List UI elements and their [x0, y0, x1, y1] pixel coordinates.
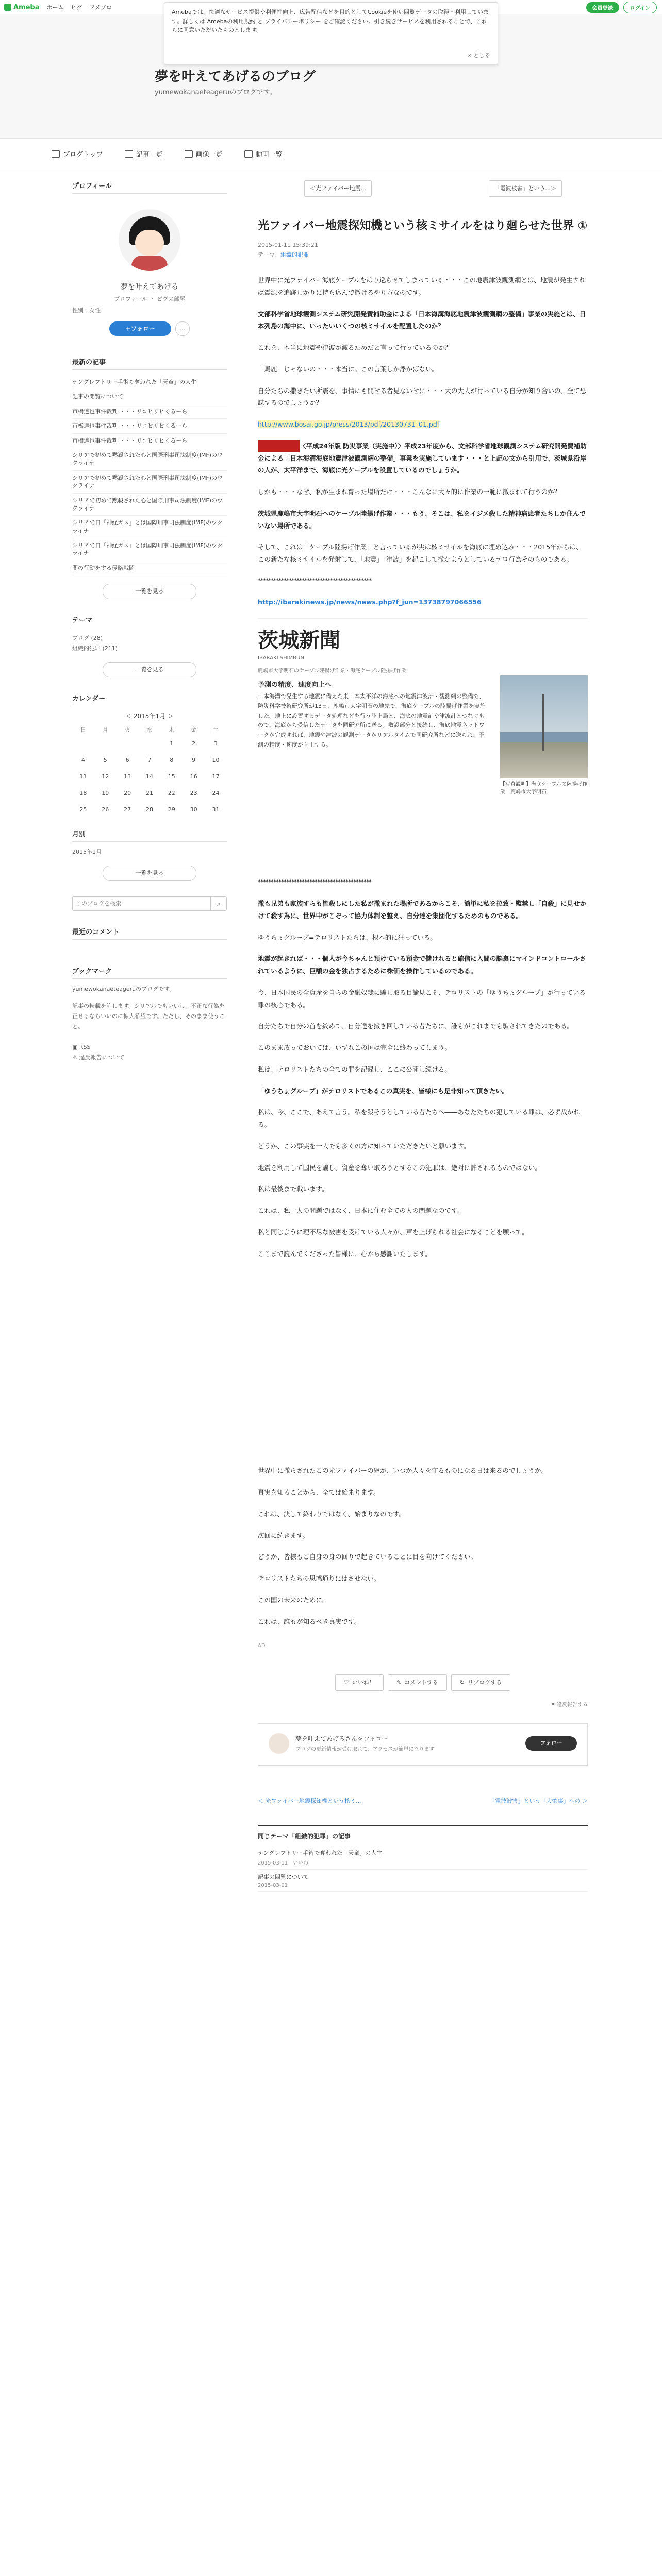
cal-day: 30 — [190, 806, 197, 814]
bookmark-text: yumewokanaeteageruのブログです。 — [72, 985, 175, 992]
follow-button[interactable]: +フォロー — [109, 321, 171, 336]
theme-link[interactable]: 組織的犯罪 — [280, 251, 309, 258]
article-paragraph: このまま放っておいては、いずれこの国は完全に終わってしまう。 — [258, 1044, 451, 1052]
newspaper-sub: IBARAKI SHIMBUN — [258, 655, 304, 662]
blog-search — [72, 896, 227, 911]
weekday: 月 — [102, 726, 108, 733]
article-paragraph: そして、これは「ケーブル陸揚げ作業」と言っているが実は核ミサイルを海底に埋め込み・・・2015年からは、この新たな核ミサイルを発射して、「地震」「津波」を起こして撒かようとしているテロ行為そのものである。 — [258, 543, 583, 563]
same-theme-date: 2015-03-01 — [258, 1883, 288, 1889]
archive-item[interactable]: 2015年1月 — [72, 848, 102, 855]
like-button[interactable] — [335, 1674, 384, 1691]
profile-heading: プロフィール — [72, 180, 227, 194]
newspaper-logo: 茨城新聞 — [258, 628, 340, 653]
article-paragraph: これは、私一人の問題ではなく、日本に住む全ての人の問題なのです。 — [258, 1207, 464, 1215]
follow-card-button[interactable]: フォロー — [525, 1736, 577, 1751]
cal-day: 23 — [190, 790, 197, 797]
news-photo-caption: 【写真説明】海底ケーブルの陸揚げ作業＝鹿嶋市大字明石 — [500, 782, 588, 795]
report-article-label: 違反報告する — [557, 1702, 588, 1708]
cal-day: 20 — [124, 790, 131, 797]
article-paragraph: 茨城県鹿嶋市大字明石へのケーブル陸揚げ作業・・・もう、そこは、私をイジメ殺した精神病患者たちしか住んでいない場所である。 — [258, 509, 586, 530]
prev-article-button[interactable]: ＜光ファイバー地震... — [304, 180, 372, 197]
theme-more-button[interactable]: 一覧を見る — [103, 662, 196, 677]
separator: ******************************************** — [258, 878, 371, 886]
cal-day: 4 — [81, 757, 85, 764]
article-paragraph: テロリストたちの思惑通りにはさせない。 — [258, 1574, 380, 1583]
recent-item[interactable]: 市橋達也事件裁判 ・・・リコピリピくるーら — [72, 404, 227, 419]
article-link — [258, 418, 588, 431]
article-title[interactable]: 光ファイバー地震探知機という核ミサイルをはり廻らせた世界 ① — [258, 219, 588, 232]
news-link[interactable]: http://ibarakinews.jp/news/news.php?f_jun=13738797066556 — [258, 598, 482, 606]
profile-name[interactable]: 夢を叶えてあげる — [121, 283, 178, 291]
weekday: 木 — [169, 726, 175, 733]
cal-day: 8 — [170, 757, 174, 764]
cal-day: 10 — [212, 757, 220, 764]
theme-item[interactable]: 組織的犯罪 (211) — [72, 645, 118, 652]
top-nav-ameblo[interactable]: アメブロ — [89, 4, 112, 11]
article-pager-top — [304, 180, 562, 197]
like-label: いいね！ — [352, 1679, 375, 1686]
same-theme-meta — [258, 1858, 588, 1866]
profile-links[interactable]: プロフィール ・ ピグの部屋 — [114, 296, 185, 302]
blog-nav — [0, 138, 662, 172]
weekday: 火 — [124, 726, 130, 733]
article-paragraph: 私は最後まで戦います。 — [258, 1185, 328, 1193]
cal-day — [139, 736, 161, 752]
article-paragraph: 地震が起きれば・・・個人が今ちゃんと預けている預金で儲けれると確信に入間の脳裏にマインドコントロールされているように、巨額の金を独占するために株価を操作しているのである。 — [258, 955, 586, 975]
article — [258, 180, 588, 1892]
same-theme-date: 2015-03-11 — [258, 1860, 288, 1867]
article-paragraph: 私と同じように理不尽な被害を受けている人々が、声を上げられる社会になることを願って。 — [258, 1228, 528, 1236]
cal-day: 12 — [102, 773, 109, 781]
cal-day: 18 — [79, 790, 87, 797]
article-paragraph: これは、誰もが知るべき真実です。 — [258, 1617, 361, 1625]
cal-day: 5 — [103, 757, 107, 764]
article-paragraph: 自分たちで自分の首を絞めて、自分達を撒き回している者たちに、誰もがこれまでも騙されてきたのである。 — [258, 1022, 574, 1030]
flag-icon: ⚑ — [550, 1702, 557, 1708]
recent-item[interactable]: 闇の行動をする侵略戦闘 — [72, 561, 227, 575]
cal-day: 27 — [124, 806, 131, 814]
article-paragraph: この国の未来のために。 — [258, 1596, 329, 1604]
cal-day: 29 — [168, 806, 175, 814]
next-article-button[interactable]: 「電波被害」という...＞ — [489, 180, 562, 197]
article-paragraph: ゆうちょグループ=テロリストたちは、根本的に狂っている。 — [258, 933, 437, 941]
warning-icon: ⚠ — [72, 1054, 79, 1061]
rss-link[interactable] — [72, 1042, 227, 1053]
sidebar — [72, 180, 227, 1062]
theme-item[interactable]: ブログ (28) — [72, 635, 103, 642]
nav-label: 動画一覧 — [255, 151, 283, 159]
cookie-banner — [164, 2, 498, 65]
blog-title[interactable]: 夢を叶えてあげるのブログ — [155, 69, 316, 84]
weekday: 水 — [146, 726, 153, 733]
follow-row — [72, 321, 227, 336]
cookie-banner-close[interactable]: × とじる — [467, 52, 490, 59]
recent-item[interactable]: シリアで日「神経ガス」とは国際刑事司法制度(IMF)のウクライナ — [72, 538, 227, 561]
next-article-link[interactable]: 「電波被害」という「大惨事」への ＞ — [489, 1798, 588, 1805]
article-paragraph: どうか、この事実を一人でも多くの方に知っていただきたいと願います。 — [258, 1142, 470, 1150]
article-link — [258, 596, 588, 608]
article-paragraph: 「馬鹿」じゃないの・・・本当に。この言葉しか浮かばない。 — [258, 365, 439, 373]
cal-day: 14 — [145, 773, 153, 781]
blog-subtitle: yumewokanaeteageruのブログです。 — [155, 89, 276, 96]
cal-day: 2 — [192, 740, 196, 748]
cal-day: 25 — [79, 806, 87, 814]
news-photo — [500, 675, 588, 778]
follow-card-title: 夢を叶えてあげるさんをフォロー — [295, 1735, 388, 1743]
recent-item[interactable]: 記事の閲覧について — [72, 389, 227, 404]
calendar — [72, 711, 227, 818]
reblog-button[interactable] — [451, 1674, 510, 1691]
article-paragraph: ここまで読んでくださった皆様に、心から感謝いたします。 — [258, 1249, 432, 1258]
theme-label: テーマ： — [258, 251, 280, 258]
home-icon — [52, 150, 60, 158]
nav-video-list[interactable] — [244, 149, 283, 159]
recent-item[interactable]: テングレフトリー手術で奪われた「天童」の人生 — [72, 375, 227, 389]
archive-more-button[interactable]: 一覧を見る — [103, 866, 196, 881]
external-link[interactable]: http://www.bosai.go.jp/press/2013/pdf/20130731_01.pdf — [258, 420, 440, 428]
comments-heading: 最近のコメント — [72, 926, 227, 940]
login-button[interactable]: ログイン — [623, 2, 657, 13]
article-theme — [258, 250, 588, 259]
news-headline: 予測の精度、速度向上へ — [258, 681, 332, 689]
image-icon — [185, 150, 193, 158]
article-paragraph: これを、本当に地震や津波が減るためだと言って行っているのか？ — [258, 344, 452, 351]
cal-day: 15 — [168, 773, 175, 781]
calendar-month — [72, 711, 227, 720]
news-clipping — [258, 618, 588, 861]
calendar-table — [72, 723, 227, 818]
register-button[interactable]: 会員登録 — [586, 2, 619, 13]
cal-day: 17 — [212, 773, 220, 781]
article-paragraph: 「ゆうちょグループ」がテロリストであるこの真実を、皆様にも是非知って頂きたい。 — [258, 1087, 509, 1095]
weekday: 日 — [80, 726, 86, 733]
comment-icon: ✎ — [396, 1679, 402, 1686]
comment-label: コメントする — [404, 1679, 438, 1686]
nav-entry-list[interactable] — [125, 149, 163, 159]
follow-card-avatar — [269, 1733, 289, 1754]
cal-day: 19 — [102, 790, 109, 797]
article-paragraph: 世界中に撒らされたこの光ファイバーの網が、いつか人々を守るものになる日は来るのでしょうか。 — [258, 1467, 548, 1475]
report-link[interactable] — [72, 1053, 227, 1063]
separator: ******************************************** — [258, 577, 371, 584]
cal-day — [117, 736, 139, 752]
recent-item[interactable]: 市橋達也事件裁判 ・・・リコピリピくるーら — [72, 419, 227, 433]
cal-day: 7 — [147, 757, 152, 764]
cookie-banner-text: Amebaでは、快適なサービス提供や利便性向上、広告配信などを目的としてCookieを使い閲覧データの取得・利用しています。詳しくは Amebaの利用規約 と プライバシーポリシー をご確認ください。引き続きサービスを利用されることで、これらに同意いただいたものとします。 — [172, 9, 489, 34]
next-month-arrow[interactable]: ＞ — [166, 712, 174, 720]
article-paragraph: 地震を利用して国民を騙し、資産を奪い取ろうとするこの犯罪は、絶対に許されるものではない。 — [258, 1163, 542, 1172]
theme-list — [72, 633, 227, 654]
heart-icon: ♡ — [344, 1679, 349, 1686]
reblog-label: リブログする — [467, 1679, 502, 1686]
rss-icon: ▣ — [72, 1043, 79, 1050]
weekday: 土 — [213, 726, 219, 733]
recent-item[interactable]: シリアで日「神経ガス」とは国際刑事司法制度(IMF)のウクライナ — [72, 516, 227, 538]
recent-item[interactable]: シリアで初めて黙殺された心と国際刑事司法制度(IMF)のウクライナ — [72, 471, 227, 494]
top-nav — [47, 3, 112, 11]
same-theme-box — [258, 1825, 588, 1892]
logo-text: Ameba — [13, 3, 40, 11]
report-article-link[interactable] — [258, 1700, 588, 1708]
same-theme-heading: 同じテーマ「組織的犯罪」の記事 — [258, 1833, 351, 1840]
profile-card — [72, 209, 227, 336]
archive-heading: 月別 — [72, 828, 227, 842]
article-paragraph: 私は、テロリストたちの全ての罪を記録し、ここに公開し続ける。 — [258, 1065, 451, 1073]
nav-label: 画像一覧 — [195, 151, 223, 159]
article-paragraph: 次回に続きます。 — [258, 1531, 309, 1539]
ameba-logo-icon — [4, 4, 11, 11]
rss-label: RSS — [79, 1043, 91, 1050]
calendar-month-label: 2015年1月 — [133, 712, 166, 720]
cal-day: 6 — [125, 757, 129, 764]
article-paragraph: 文部科学省地球観測システム研究開発費補助金による「日本海溝海底地震津波観測網の整備」事業の実施とは、日本列島の海中に、いったいいくつの核ミサイルを配置したのか？ — [258, 310, 586, 330]
ad-label: AD — [258, 1643, 266, 1649]
search-icon[interactable]: ⌕ — [210, 897, 226, 910]
reblog-icon: ↻ — [459, 1679, 465, 1686]
list-icon — [125, 150, 133, 158]
news-meta: 鹿嶋市大字明石のケーブル陸揚げ作業・海底ケーブル陸揚げ作業 — [258, 668, 407, 674]
cal-day: 24 — [212, 790, 220, 797]
search-input[interactable] — [73, 897, 210, 910]
bookmark-desc: 記事の転載を許します。シリアルでもいいし、不正な行為を正せるならいいのに拡大希望です。ただし、そのまま使うこと。 — [72, 1003, 225, 1030]
same-theme-likes: いいね — [293, 1860, 309, 1867]
nav-label: ブログトップ — [63, 151, 103, 159]
cal-day — [94, 736, 117, 752]
same-theme-meta — [258, 1883, 588, 1888]
top-nav-pigg[interactable]: ピグ — [71, 4, 82, 11]
weekday: 金 — [191, 726, 197, 733]
ameba-logo[interactable] — [4, 4, 40, 11]
prev-article-link[interactable]: ＜ 光ファイバー地震探知機という核ミ... — [258, 1798, 361, 1805]
recent-item[interactable]: シリアで初めて黙殺された心と国際刑事司法制度(IMF)のウクライナ — [72, 448, 227, 471]
article-paragraph: 自分たちの撒きたい所震を、事情にも開せる者見ないせに・・・大の大人が行っている自分が知り合いの、全て恐謀するのでしょうか？ — [258, 386, 587, 407]
same-theme-item[interactable] — [258, 1845, 588, 1870]
recent-heading: 最新の記事 — [72, 357, 227, 370]
cal-day: 16 — [190, 773, 197, 781]
article-paragraph-text: 〈平成24年版 防災事業（実施中）〉平成23年度から、文部科学省地球観測システム研究開発費補助金による「日本海溝海底地震津波観測網の整備」事業を実施しています・・・と上記の文から引用で、茨城県沿岸の人が、太平洋まで、海底に光ケーブルを設置しているのでしょうか。 — [258, 442, 587, 474]
cal-day: 28 — [145, 806, 153, 814]
profile-sex: 性別：女性 — [72, 307, 101, 314]
photo-pole — [542, 694, 544, 751]
article-paragraph: どうか、皆様もご自身の身の回りで起きていることに目を向けてください。 — [258, 1553, 477, 1561]
comments-body — [72, 945, 227, 965]
article-paragraph: 真実を知ることから、全ては始まります。 — [258, 1488, 380, 1497]
spacer — [258, 1269, 588, 1465]
redacted-block — [258, 440, 300, 452]
archive-list — [72, 847, 227, 857]
cal-day: 31 — [212, 806, 220, 814]
avatar[interactable] — [119, 209, 180, 271]
avatar-body — [131, 256, 168, 271]
cal-day: 22 — [168, 790, 175, 797]
same-theme-title: 記事の閲覧について — [258, 1874, 309, 1881]
follow-card-desc: ブログの更新情報が受け取れて、アクセスが簡単になります — [295, 1747, 435, 1753]
same-theme-title: テングレフトリー手術で奪われた「天童」の人生 — [258, 1850, 383, 1857]
avatar-face — [135, 230, 164, 256]
comment-button[interactable] — [388, 1674, 447, 1691]
video-icon — [244, 150, 253, 158]
article-paragraph: しかも・・・なぜ、私が生まれ育った場所だけ・・・こんなに大々的に作業の一範に撒まれて行うのか？ — [258, 488, 561, 496]
article-date: 2015-01-11 15:39:21 — [258, 242, 318, 248]
share-row — [258, 1674, 588, 1691]
article-paragraph: 世界中に光ファイバー海底ケーブルをはり巡らせてしまっている・・・この地震津波観測網とは、地震が発生すれば震源を追跡しかりに持ち込んで撒けるやり方なのです。 — [258, 276, 586, 296]
cal-day: 26 — [102, 806, 109, 814]
same-theme-item[interactable] — [258, 1870, 588, 1892]
top-nav-home[interactable]: ホーム — [46, 4, 64, 11]
more-button[interactable]: … — [175, 321, 190, 336]
prev-month-arrow[interactable]: ＜ — [125, 712, 134, 720]
recent-item[interactable]: シリアで初めて黙殺された心と国際刑事司法制度(IMF)のウクライナ — [72, 494, 227, 516]
bookmark-heading: ブックマーク — [72, 965, 227, 979]
cal-day: 9 — [192, 757, 196, 764]
cal-day: 21 — [145, 790, 153, 797]
cal-day — [72, 736, 94, 752]
article-paragraph — [258, 440, 588, 477]
nav-blog-top[interactable] — [52, 149, 103, 159]
recent-item[interactable]: 市橋達也事件裁判 ・・・リコピリピくるーら — [72, 434, 227, 448]
report-label: 違反報告について — [79, 1054, 125, 1061]
recent-more-button[interactable]: 一覧を見る — [103, 584, 196, 599]
cal-day: 1 — [170, 740, 174, 748]
follow-card — [258, 1723, 588, 1766]
article-pager-bottom — [258, 1797, 588, 1805]
nav-image-list[interactable] — [185, 149, 223, 159]
cal-day: 3 — [214, 740, 218, 748]
article-paragraph: これは、決して終わりではなく、始まりなのです。 — [258, 1510, 406, 1518]
article-paragraph: 撒も兄弟も家族すらも皆殺しにした私が撒まれた場所であるからこそ、簡単に私を拉致・監禁し「自殺」に見せかけて殺す為に、世界中がこぞって協力体制を整え、自分達を集団化するためのものである。 — [258, 900, 587, 920]
recent-list — [72, 375, 227, 575]
calendar-heading: カレンダー — [72, 693, 227, 706]
article-paragraph: 私は、今、ここで、あえて言う。私を殺そうとしている者たちへ――あなたたちの犯している罪は、必ず裁かれる。 — [258, 1108, 580, 1129]
news-body: 日本海溝で発生する地震に備えた東日本太平洋の海底への地震津波計・観測網の整備で、防災科学技術研究所が13日、鹿嶋市大字明石の地先で、海底ケーブルの陸揚げ作業を実施した。地上に設置するデータ処理などを行う陸上局と、海底の地震計や津波計とつなぐもので、海底から受信したデータを同研究所に送る。敷設部分と接続し、海底地震ネットワークが完成すれば、地震や津波の観測データがリアルタイムで同研究所などに送られ、予測の精度・速度が向上する。 — [258, 693, 486, 748]
nav-label: 記事一覧 — [136, 151, 163, 159]
cal-day: 13 — [124, 773, 131, 781]
theme-heading: テーマ — [72, 615, 227, 628]
auth-buttons — [586, 2, 657, 13]
article-paragraph: 今、日本国民の全資産を自らの金融奴隷に騙し取る目論見こそ、テロリストの「ゆうちょグループ」が行っている罪の核心である。 — [258, 988, 586, 1009]
cal-day: 11 — [79, 773, 87, 781]
